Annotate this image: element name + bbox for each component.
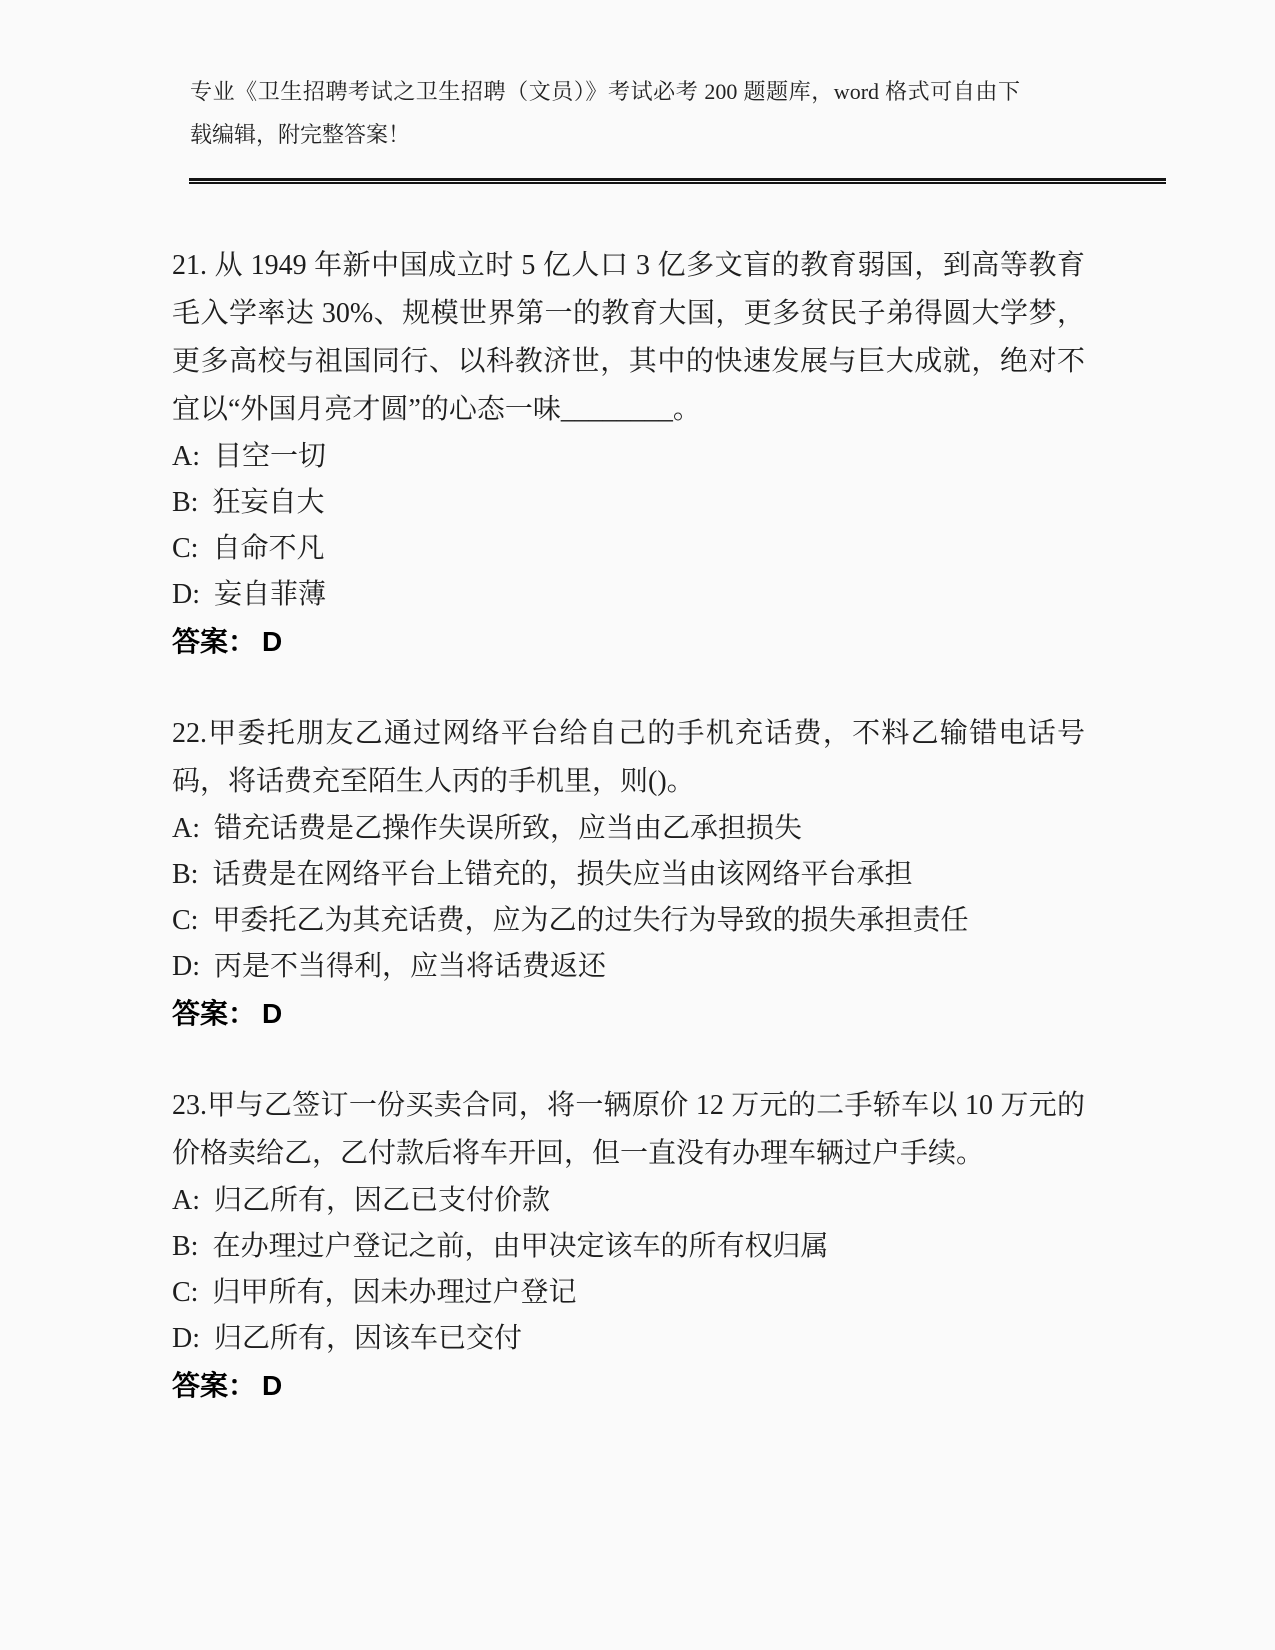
document-content xyxy=(172,242,1085,1410)
option-text: 妄自菲薄 xyxy=(214,579,327,610)
question-21-option-a xyxy=(172,434,1085,480)
option-label: B: xyxy=(172,859,199,890)
option-label: A: xyxy=(172,1185,200,1216)
question-23-option-d xyxy=(172,1316,1085,1362)
question-23-answer-line xyxy=(172,1362,1085,1410)
option-label: C: xyxy=(172,1277,199,1308)
option-label: C: xyxy=(172,905,199,936)
option-text: 自命不凡 xyxy=(212,533,325,564)
option-label: A: xyxy=(172,441,200,472)
question-22-option-c xyxy=(172,898,1085,944)
question-23-option-c xyxy=(172,1270,1085,1316)
question-23-text: 23.甲与乙签订一份买卖合同，将一辆原价 12 万元的二手轿车以 10 万元的价格卖给乙，乙付款后将车开回，但一直没有办理车辆过户手续。 xyxy=(172,1090,1085,1169)
option-label: D: xyxy=(172,1323,200,1354)
option-label: C: xyxy=(172,533,199,564)
option-text: 归甲所有，因未办理过户登记 xyxy=(212,1277,577,1308)
option-label: D: xyxy=(172,951,200,982)
document-header: 专业《卫生招聘考试之卫生招聘（文员）》考试必考 200 题题库，word 格式可自由下载编辑，附完整答案！ xyxy=(190,79,1020,147)
option-text: 目空一切 xyxy=(214,441,327,472)
question-23-option-b xyxy=(172,1224,1085,1270)
question-block-21 xyxy=(172,242,1085,666)
answer-value: D xyxy=(262,998,283,1029)
question-22-text: 22.甲委托朋友乙通过网络平台给自己的手机充话费，不料乙输错电话号码，将话费充至陌生人丙的手机里，则()。 xyxy=(172,718,1085,797)
option-label: D: xyxy=(172,579,200,610)
answer-value: D xyxy=(262,626,283,657)
option-text: 话费是在网络平台上错充的，损失应当由该网络平台承担 xyxy=(212,859,913,890)
question-21-option-d xyxy=(172,572,1085,618)
option-text: 丙是不当得利，应当将话费返还 xyxy=(214,951,607,982)
question-block-22 xyxy=(172,710,1085,1038)
answer-value: D xyxy=(262,1370,283,1401)
question-21-text: 21. 从 1949 年新中国成立时 5 亿人口 3 亿多文盲的教育弱国，到高等教育毛入学率达 30%、规模世界第一的教育大国，更多贫民子弟得圆大学梦，更多高校与祖国同行、以科教济世，其中的快速发展与巨大成就，绝对不宜以“外国月亮才圆”的心态一味________。 xyxy=(172,250,1085,425)
question-21-answer-line xyxy=(172,618,1085,666)
option-text: 归乙所有，因该车已交付 xyxy=(214,1323,523,1354)
option-label: B: xyxy=(172,1231,199,1262)
question-22-option-a xyxy=(172,806,1085,852)
option-text: 错充话费是乙操作失误所致，应当由乙承担损失 xyxy=(214,813,803,844)
option-text: 在办理过户登记之前，由甲决定该车的所有权归属 xyxy=(212,1231,829,1262)
question-22-answer-line xyxy=(172,990,1085,1038)
option-text: 甲委托乙为其充话费，应为乙的过失行为导致的损失承担责任 xyxy=(212,905,969,936)
answer-label: 答案： xyxy=(172,1370,257,1401)
header-divider xyxy=(189,178,1166,184)
answer-label: 答案： xyxy=(172,998,257,1029)
question-block-23 xyxy=(172,1082,1085,1410)
question-23-option-a xyxy=(172,1178,1085,1224)
question-22-option-d xyxy=(172,944,1085,990)
option-label: A: xyxy=(172,813,200,844)
answer-label: 答案： xyxy=(172,626,257,657)
question-22-option-b xyxy=(172,852,1085,898)
option-text: 狂妄自大 xyxy=(212,487,325,518)
option-text: 归乙所有，因乙已支付价款 xyxy=(214,1185,551,1216)
question-21-option-c xyxy=(172,526,1085,572)
option-label: B: xyxy=(172,487,199,518)
question-21-option-b xyxy=(172,480,1085,526)
